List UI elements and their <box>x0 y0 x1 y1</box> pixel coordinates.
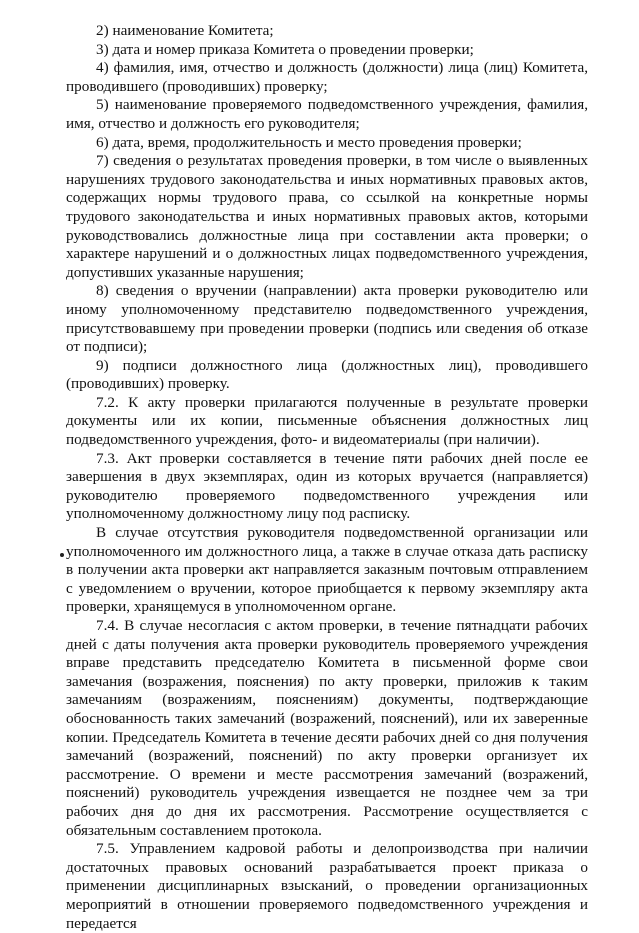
clause-7-3: 7.3. Акт проверки составляется в течение пяти рабочих дней после ее завершения в двух экземплярах, один из которых вручается (направляется) руководителю проверяемого подведомственного учреждения или уполномоченному должностному лицу под расписку. <box>66 449 588 523</box>
list-item-8: 8) сведения о вручении (направлении) акта проверки руководителю или иному уполномоченному представителю подведомственного учреждения, присутствовавшему при проведении проверки (подпись или сведения об отказе от подписи); <box>66 282 588 356</box>
list-item-5: 5) наименование проверяемого подведомственного учреждения, фамилия, имя, отчество и должность его руководителя; <box>66 96 588 132</box>
list-item-9: 9) подписи должностного лица (должностных лиц), проводившего (проводивших) проверку. <box>66 356 588 393</box>
document-page <box>66 22 588 933</box>
clause-7-2: 7.2. К акту проверки прилагаются полученные в результате проверки документы или их копии, письменные объяснения должностных лиц подведомственного учреждения, фото- и видеоматериалы (при наличии). <box>66 393 588 449</box>
list-item-3: 3) дата и номер приказа Комитета о проведении проверки; <box>96 40 474 58</box>
clause-7-5: 7.5. Управлением кадровой работы и делопроизводства при наличии достаточных правовых оснований разрабатывается проект приказа о применении дисциплинарных взысканий, о проведении организационных мероприятий в отношении проверяемого подведомственного учреждения и передается <box>66 840 588 932</box>
clause-7-3-continuation: В случае отсутствия руководителя подведомственной организации или уполномоченного им должностного лица, а также в случае отказа дать расписку в получении акта проверки акт направляется заказным почтовым отправлением с уведомлением о вручении, которое приобщается к первому экземпляру акта проверки, хранящемуся в уполномоченном органе. <box>66 524 588 616</box>
margin-mark <box>60 553 64 557</box>
list-item-6: 6) дата, время, продолжительность и место проведения проверки; <box>96 133 522 151</box>
clause-7-4: 7.4. В случае несогласия с актом проверки, в течение пятнадцати рабочих дней с даты получения акта проверки руководитель проверяемого учреждения вправе представить председателю Комитета в письменной форме свои замечания (возражения, пояснения) по акту проверки, приложив к таким замечаниям (возражениям, пояснениям) документы, подтверждающие обоснованность таких замечаний (возражений, пояснений), или их заверенные копии. Председатель Комитета в течение десяти рабочих дней со дня получения замечаний (возражений, пояснений) по акту проверки организует их рассмотрение. О времени и месте рассмотрения замечаний (возражений, пояснений) руководитель учреждения извещается не позднее чем за три рабочих дня до дня их рассмотрения. Рассмотрение осуществляется с обязательным составлением протокола. <box>66 617 588 839</box>
list-item-2: 2) наименование Комитета; <box>96 22 274 39</box>
list-item-7: 7) сведения о результатах проведения проверки, в том числе о выявленных нарушениях трудового законодательства и иных нормативных правовых актов, содержащих нормы трудового права, со ссылкой на конкретные нормы трудового законодательства и иных нормативных правовых актов, которыми руководствовались должностные лица при составлении акта проверки; о характере нарушений и о должностных лицах подведомственного учреждения, допустивших указанные нарушения; <box>66 152 588 281</box>
list-item-4: 4) фамилия, имя, отчество и должность (должности) лица (лиц) Комитета, проводившего (проводивших) проверку; <box>66 59 588 95</box>
